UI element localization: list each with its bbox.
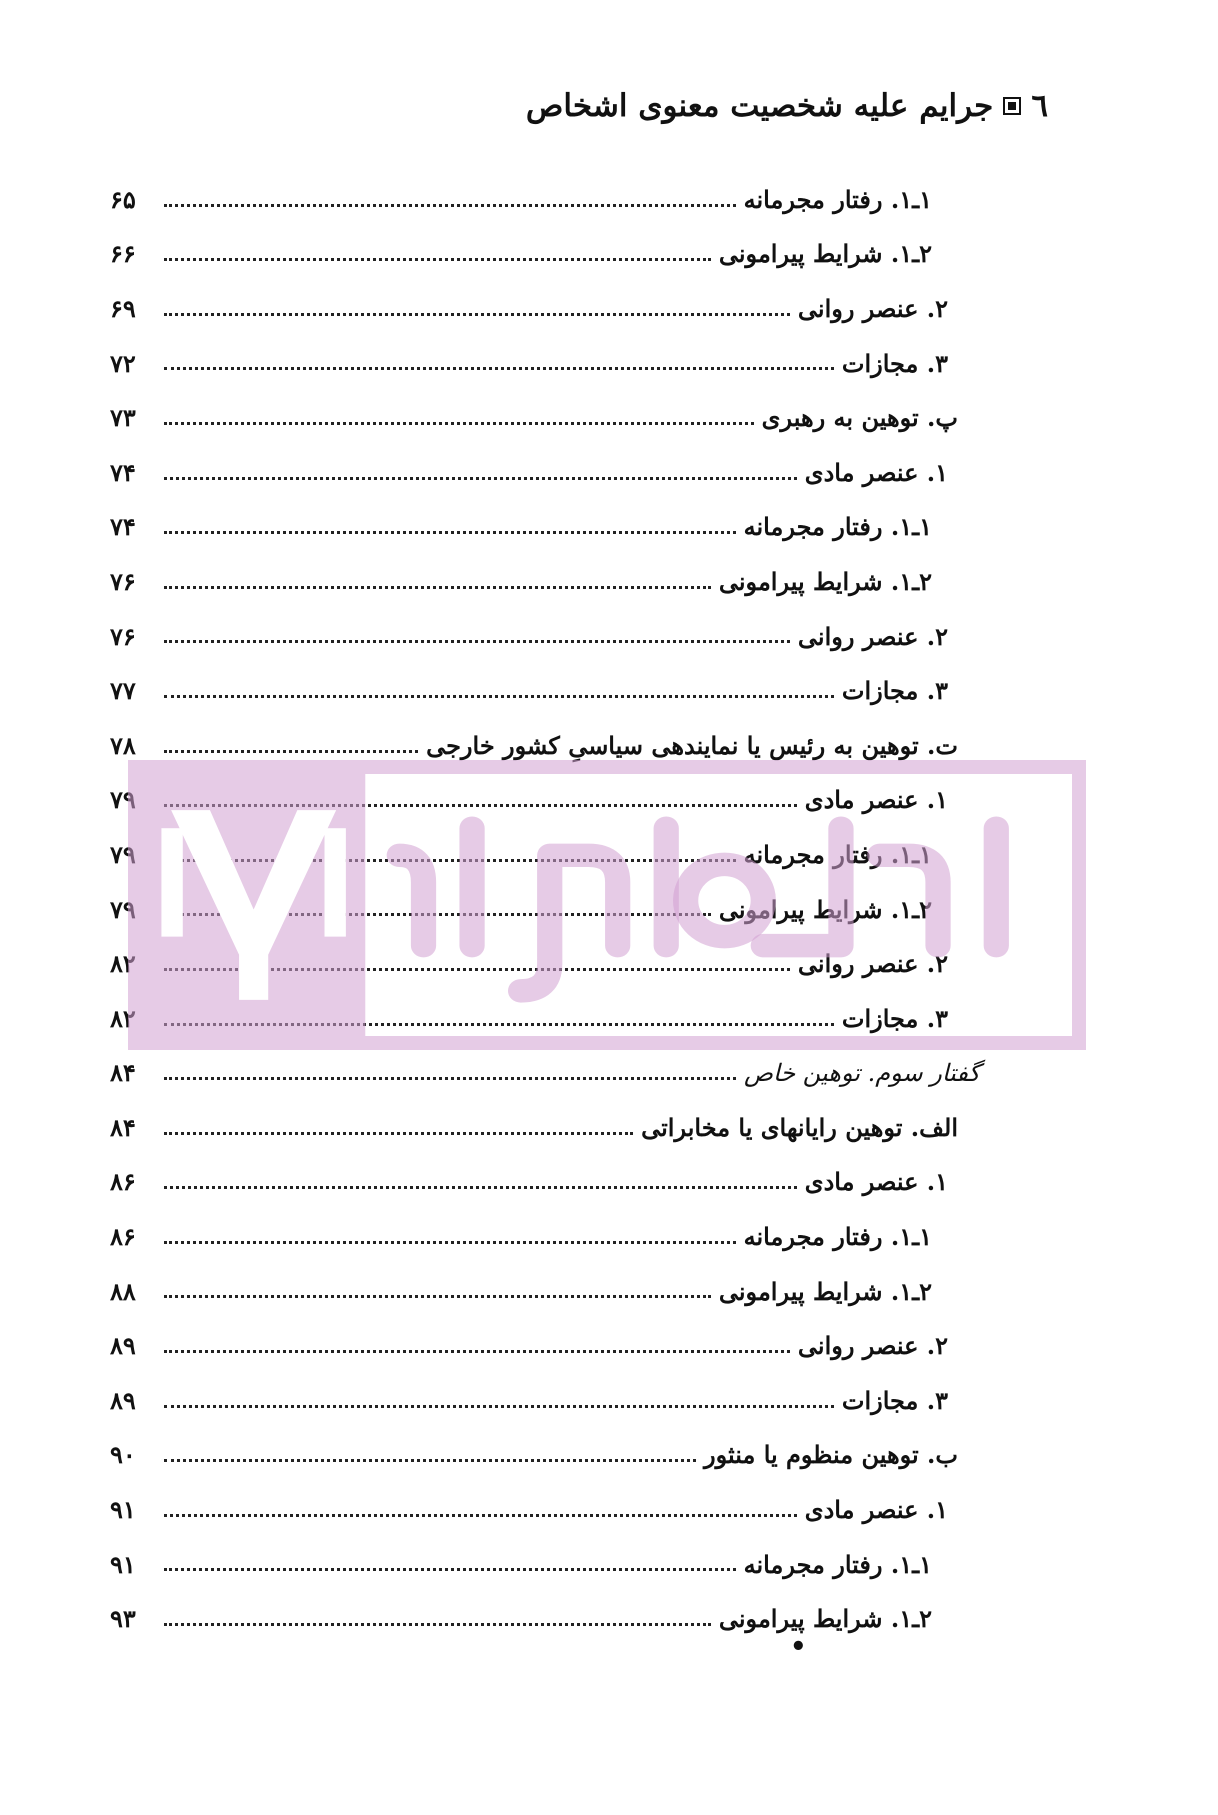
- toc-entry-title: ۱. عنصر مادی: [804, 785, 948, 815]
- toc-entry-title: ۲. عنصر روانی: [797, 1331, 948, 1361]
- dot-leader: [164, 531, 736, 534]
- dot-leader: [164, 477, 797, 480]
- toc-entry-page-number: ۷۷: [110, 676, 136, 706]
- toc-entry-page-number: ۷۹: [110, 894, 136, 924]
- toc-entry-title: ۲ـ۱. شرایط پیرامونی: [718, 1604, 932, 1634]
- dot-leader: [164, 1623, 711, 1626]
- toc-entry-page-number: ۹۱: [110, 1495, 136, 1525]
- toc-entry: [110, 979, 980, 1034]
- toc-entry-title: ب. توهین منظوم یا منثور: [704, 1440, 958, 1470]
- toc-entry-title: ۱. عنصر مادی: [804, 457, 948, 487]
- toc-entry-title: ۲ـ۱. شرایط پیرامونی: [718, 1276, 932, 1306]
- toc-entry-page-number: ۸۴: [110, 1112, 136, 1142]
- toc-entry: [110, 1416, 980, 1471]
- toc-entry: [110, 160, 980, 215]
- square-bullet-icon: [1003, 97, 1021, 115]
- dot-leader: [164, 1350, 790, 1353]
- toc-entry: [110, 324, 980, 379]
- toc-entry-page-number: ۸۶: [110, 1167, 136, 1197]
- toc-entry-page-number: ۷۴: [110, 457, 136, 487]
- toc-entry-page-number: ۷۴: [110, 512, 136, 542]
- toc-entry: [110, 1252, 980, 1307]
- toc-entry-page-number: ۹۰: [110, 1440, 136, 1470]
- dot-leader: [164, 750, 418, 753]
- dot-leader: [164, 913, 711, 916]
- dot-leader: [164, 1186, 797, 1189]
- dot-leader: [164, 1568, 736, 1571]
- toc-entry: [110, 1306, 980, 1361]
- dot-leader: [164, 313, 790, 316]
- dot-leader: [164, 640, 790, 643]
- dot-leader: [164, 1514, 797, 1517]
- toc-entry-page-number: ۶۶: [110, 239, 136, 269]
- toc-entry-page-number: ۶۹: [110, 293, 136, 323]
- toc-entry: [110, 924, 980, 979]
- running-header: [526, 88, 1048, 124]
- toc-entry: [110, 433, 980, 488]
- dot-leader: [164, 804, 797, 807]
- toc-entry-page-number: ۶۵: [110, 184, 136, 214]
- toc-entry: [110, 1470, 980, 1525]
- dot-leader: [164, 258, 711, 261]
- toc-entry-page-number: ۷۲: [110, 348, 136, 378]
- dot-leader: [164, 1295, 711, 1298]
- toc-entry: [110, 706, 980, 761]
- toc-entry-page-number: ۸۴: [110, 1058, 136, 1088]
- toc-entry: [110, 215, 980, 270]
- dot-leader: [164, 204, 736, 207]
- dot-leader: [164, 422, 754, 425]
- toc-entry-title: گفتار سوم. توهین خاص: [743, 1059, 980, 1088]
- toc-entry: [110, 1361, 980, 1416]
- dot-leader: [164, 695, 834, 698]
- toc-entry-page-number: ۸۸: [110, 1276, 136, 1306]
- toc-entry: [110, 1579, 980, 1634]
- toc-entry-title: ۱ـ۱. رفتار مجرمانه: [743, 512, 932, 542]
- toc-entry-title: ۱ـ۱. رفتار مجرمانه: [743, 839, 932, 869]
- toc-entry-title: ۲. عنصر روانی: [797, 293, 948, 323]
- dot-leader: [164, 968, 790, 971]
- toc-entry: [110, 1143, 980, 1198]
- toc-entry-title: ۳. مجازات: [841, 676, 948, 706]
- toc-entry: [110, 651, 980, 706]
- toc-entry-title: پ. توهین به رهبری: [761, 403, 958, 433]
- dot-leader: [164, 586, 711, 589]
- toc-entry: [110, 597, 980, 652]
- toc-entry-title: ۳. مجازات: [841, 1385, 948, 1415]
- toc-entry-page-number: ۸۹: [110, 1331, 136, 1361]
- header-title: جرایم علیه شخصیت معنوی اشخاص: [525, 88, 994, 124]
- toc-entry-page-number: ۷۸: [110, 730, 136, 760]
- dot-leader: [164, 1023, 834, 1026]
- dot-leader: [164, 367, 834, 370]
- toc-entry: [110, 1197, 980, 1252]
- toc-entry-title: ۲ـ۱. شرایط پیرامونی: [718, 239, 932, 269]
- toc-entry: [110, 870, 980, 925]
- toc-entry-page-number: ۸۹: [110, 1385, 136, 1415]
- toc-entry-title: ۲. عنصر روانی: [797, 621, 948, 651]
- toc-entry-page-number: ۷۳: [110, 403, 136, 433]
- header-page-number: ٦: [1031, 88, 1048, 124]
- toc-entry: [110, 269, 980, 324]
- toc-entry: [110, 378, 980, 433]
- toc-entry-page-number: ۹۱: [110, 1549, 136, 1579]
- toc-entry: [110, 761, 980, 816]
- toc-entry-page-number: ۷۹: [110, 785, 136, 815]
- toc-entry-title: ۱. عنصر مادی: [804, 1495, 948, 1525]
- toc-entry-page-number: ۷۹: [110, 839, 136, 869]
- toc-entry-page-number: ۸۲: [110, 949, 136, 979]
- toc-entry: [110, 1088, 980, 1143]
- page-footer-mark: •: [790, 1632, 807, 1662]
- toc-entry-title: ۲ـ۱. شرایط پیرامونی: [718, 894, 932, 924]
- toc-entry: [110, 1525, 980, 1580]
- toc-entry: [110, 542, 980, 597]
- toc-entry-title: ۳. مجازات: [841, 348, 948, 378]
- dot-leader: [164, 1459, 696, 1462]
- dot-leader: [164, 1241, 736, 1244]
- toc-entry-title: ۱. عنصر مادی: [804, 1167, 948, 1197]
- dot-leader: [164, 859, 736, 862]
- toc-entry: [110, 1034, 980, 1089]
- table-of-contents: [110, 160, 980, 1634]
- toc-entry-page-number: ۷۶: [110, 621, 136, 651]
- dot-leader: [164, 1132, 633, 1135]
- toc-entry: [110, 488, 980, 543]
- toc-entry-page-number: ۸۲: [110, 1003, 136, 1033]
- toc-entry-title: ۳. مجازات: [841, 1003, 948, 1033]
- toc-entry-title: ۲ـ۱. شرایط پیرامونی: [718, 566, 932, 596]
- toc-entry: [110, 815, 980, 870]
- dot-leader: [164, 1405, 834, 1408]
- toc-entry-title: ۱ـ۱. رفتار مجرمانه: [743, 1222, 932, 1252]
- toc-entry-page-number: ۹۳: [110, 1604, 136, 1634]
- toc-entry-title: ۱ـ۱. رفتار مجرمانه: [743, 184, 932, 214]
- toc-entry-title: ۲. عنصر روانی: [797, 949, 948, 979]
- dot-leader: [164, 1077, 736, 1080]
- toc-entry-page-number: ۸۶: [110, 1222, 136, 1252]
- toc-entry-title: الف. توهین رایانهای یا مخابراتی: [641, 1112, 958, 1142]
- toc-entry-title: ت. توهین به رئیس یا نمایندهی سیاسیِ کشور خارجی: [426, 730, 958, 760]
- toc-entry-page-number: ۷۶: [110, 566, 136, 596]
- toc-entry-title: ۱ـ۱. رفتار مجرمانه: [743, 1549, 932, 1579]
